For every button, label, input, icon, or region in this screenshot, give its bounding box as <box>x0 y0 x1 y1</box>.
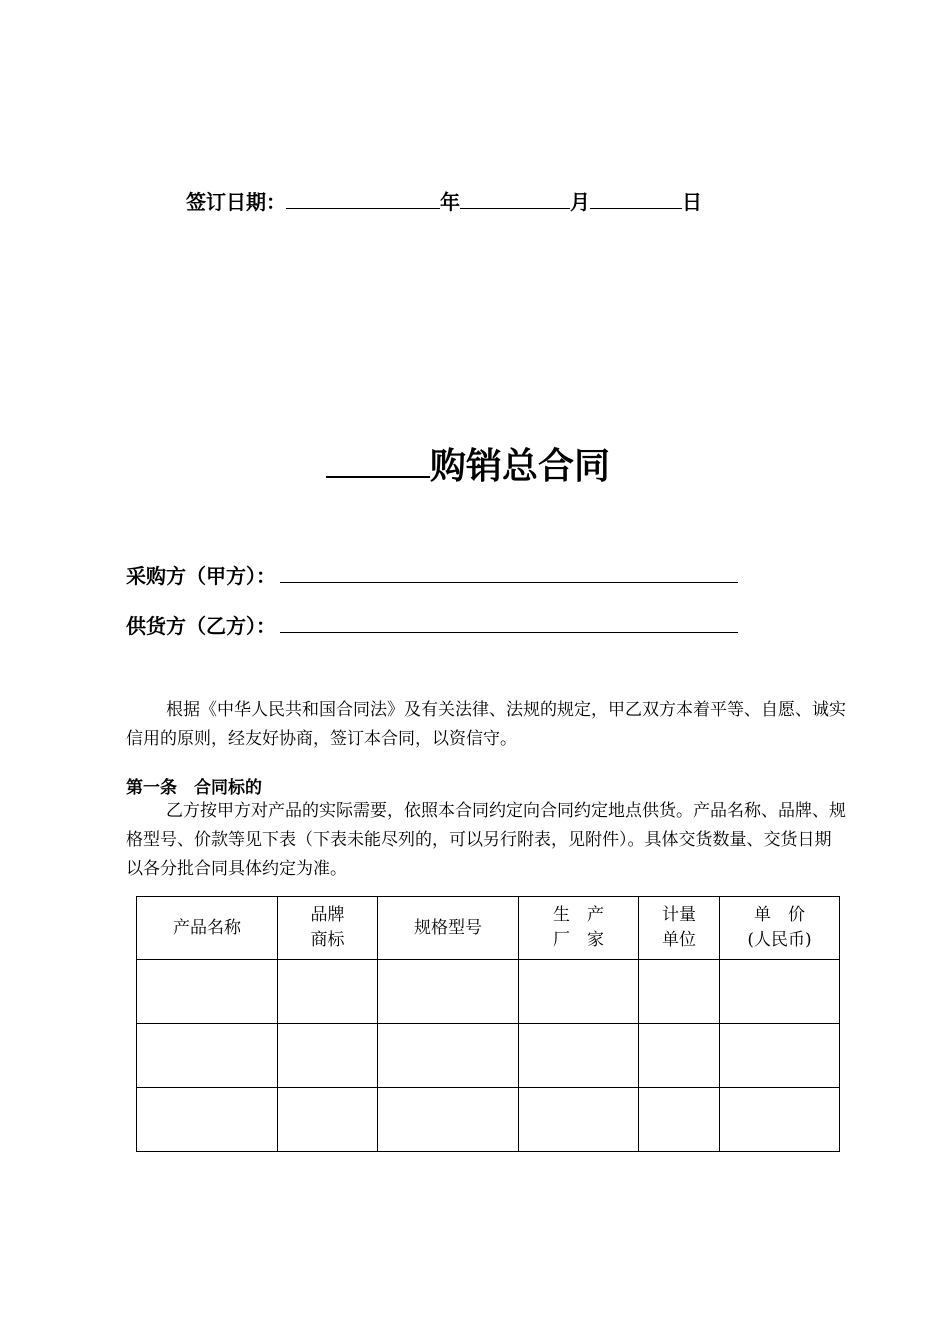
header-brand: 品牌 商标 <box>278 897 378 960</box>
table-cell[interactable] <box>137 1024 278 1088</box>
table-cell[interactable] <box>639 1088 720 1152</box>
table-cell[interactable] <box>519 1024 639 1088</box>
buyer-line <box>126 560 738 589</box>
header-manufacturer: 生 产 厂 家 <box>519 897 639 960</box>
table-cell[interactable] <box>378 1088 519 1152</box>
header-unit: 计量 单位 <box>639 897 720 960</box>
title-text: 购销总合同 <box>430 446 611 487</box>
month-label: 月 <box>570 190 590 214</box>
table-cell[interactable] <box>378 960 519 1024</box>
table-cell[interactable] <box>278 1024 378 1088</box>
table-cell[interactable] <box>519 1088 639 1152</box>
seller-label: 供货方（乙方）： <box>126 614 276 638</box>
year-blank[interactable] <box>286 188 440 209</box>
table-cell[interactable] <box>278 1088 378 1152</box>
table-cell[interactable] <box>639 960 720 1024</box>
day-label: 日 <box>682 190 702 214</box>
table-cell[interactable] <box>378 1024 519 1088</box>
table-cell[interactable] <box>720 1088 840 1152</box>
month-blank[interactable] <box>460 188 570 209</box>
header-model: 规格型号 <box>378 897 519 960</box>
buyer-label: 采购方（甲方）： <box>126 564 276 588</box>
table-row <box>137 1088 840 1152</box>
header-product-name: 产品名称 <box>137 897 278 960</box>
table-cell[interactable] <box>639 1024 720 1088</box>
buyer-blank[interactable] <box>280 562 738 583</box>
article-1-heading: 第一条 合同标的 <box>126 778 262 798</box>
table-cell[interactable] <box>720 960 840 1024</box>
table-row <box>137 1024 840 1088</box>
table-cell[interactable] <box>278 960 378 1024</box>
day-blank[interactable] <box>590 188 682 209</box>
table-cell[interactable] <box>137 960 278 1024</box>
product-table <box>136 896 840 1152</box>
table-cell[interactable] <box>519 960 639 1024</box>
table-cell[interactable] <box>720 1024 840 1088</box>
contract-title <box>326 438 610 489</box>
header-unit-price: 单 价 (人民币) <box>720 897 840 960</box>
signing-date-label: 签订日期： <box>186 190 286 214</box>
year-label: 年 <box>440 190 460 214</box>
table-header-row <box>137 897 840 960</box>
signing-date-line <box>186 186 702 215</box>
intro-paragraph: 根据《中华人民共和国合同法》及有关法律、法规的规定，甲乙双方本着平等、自愿、诚实信用的原则，经友好协商，签订本合同，以资信守。 <box>126 700 846 749</box>
title-blank[interactable] <box>326 438 430 478</box>
seller-line <box>126 610 738 639</box>
table-cell[interactable] <box>137 1088 278 1152</box>
seller-blank[interactable] <box>280 612 738 633</box>
article-1-body: 乙方按甲方对产品的实际需要，依照本合同约定向合同约定地点供货。产品名称、品牌、规格型号、价款等见下表（下表未能尽列的，可以另行附表，见附件）。具体交货数量、交货日期以各分批合同具体约定为准。 <box>126 801 846 879</box>
table-row <box>137 960 840 1024</box>
